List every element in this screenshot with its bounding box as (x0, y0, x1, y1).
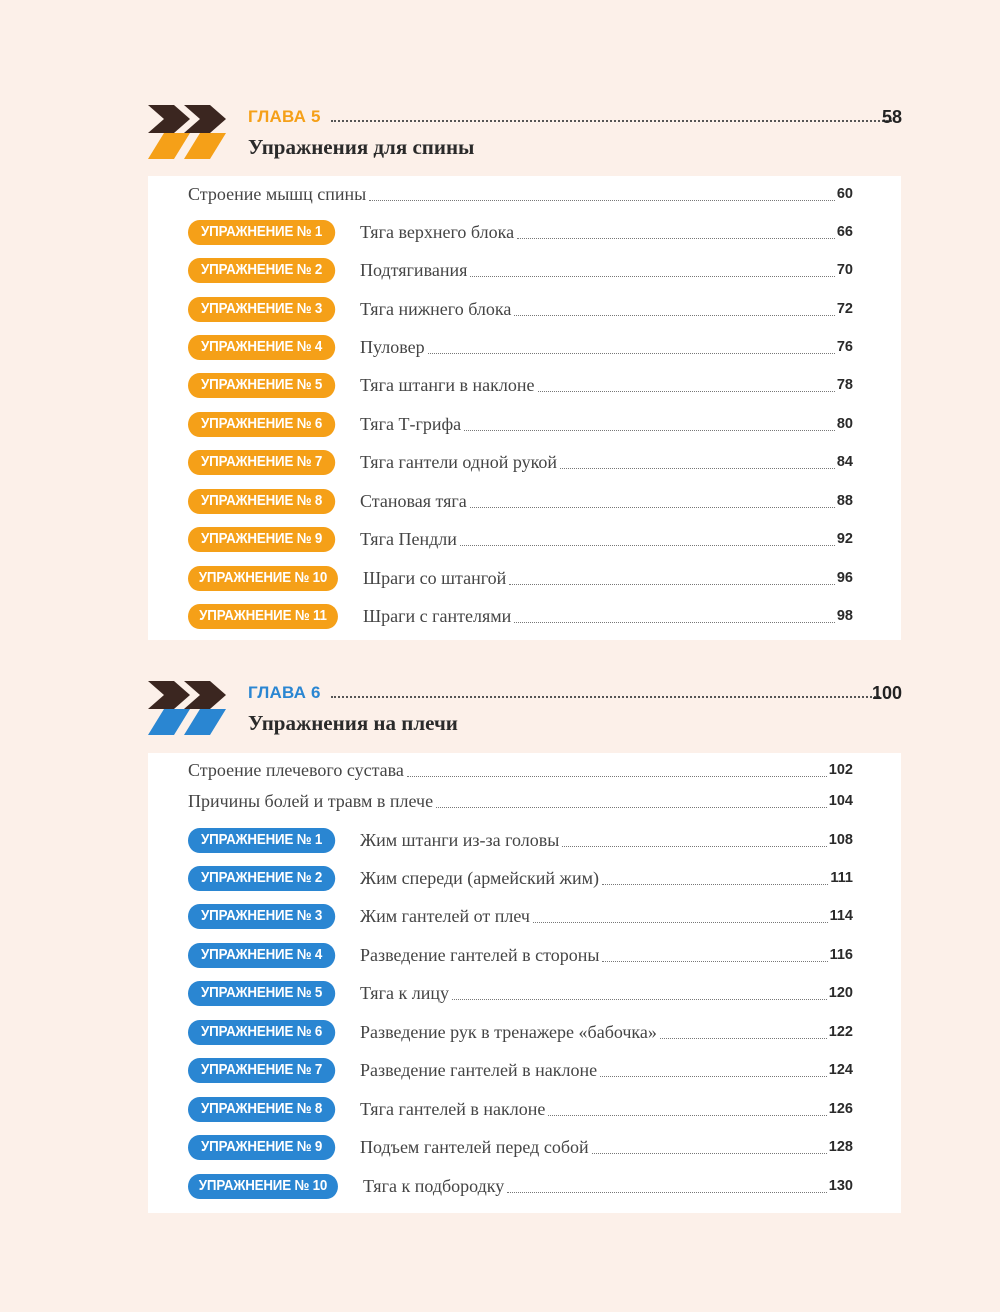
leader-dots (436, 807, 827, 808)
exercise-title: Жим спереди (армейский жим) (360, 867, 599, 888)
exercise-title: Тяга штанги в наклоне (360, 374, 535, 395)
leader-dots (602, 884, 828, 885)
exercise-entry[interactable] (188, 217, 853, 247)
leader-dots (509, 584, 835, 585)
exercise-page: 111 (830, 870, 853, 886)
exercise-title: Шраги с гантелями (363, 605, 512, 626)
exercise-entry[interactable] (188, 940, 853, 970)
exercise-title: Тяга к подбородку (363, 1175, 505, 1196)
exercise-badge: УПРАЖНЕНИЕ № 8 (188, 1097, 335, 1122)
leader-dots (548, 1115, 826, 1116)
leader-dots (600, 1076, 827, 1077)
chevron-arrows-icon (148, 681, 228, 737)
exercise-badge: УПРАЖНЕНИЕ № 10 (188, 566, 338, 591)
exercise-title: Подъем гантелей перед собой (360, 1136, 589, 1157)
exercise-entry[interactable] (188, 409, 853, 439)
leader-dots (331, 120, 892, 122)
exercise-page: 108 (828, 832, 853, 848)
leader-dots (507, 1192, 827, 1193)
leader-dots (560, 468, 835, 469)
toc-entry-text: Строение плечевого сустава (188, 759, 404, 780)
exercise-page: 96 (836, 570, 853, 586)
exercise-page: 120 (828, 985, 853, 1001)
exercise-badge: УПРАЖНЕНИЕ № 7 (188, 450, 335, 475)
exercise-title: Тяга верхнего блока (360, 221, 515, 242)
chapter-5-toc-box (148, 176, 901, 640)
chapter-5-label: ГЛАВА 5 (248, 107, 321, 126)
leader-dots (660, 1038, 827, 1039)
toc-entry-page: 102 (828, 762, 853, 778)
exercise-page: 92 (836, 531, 853, 547)
exercise-page: 126 (828, 1101, 853, 1117)
leader-dots (533, 922, 828, 923)
exercise-page: 98 (836, 608, 853, 624)
exercise-badge: УПРАЖНЕНИЕ № 7 (188, 1058, 335, 1083)
leader-dots (460, 545, 835, 546)
leader-dots (369, 200, 835, 201)
leader-dots (470, 507, 835, 508)
leader-dots (562, 846, 826, 847)
exercise-page: 88 (836, 493, 853, 509)
exercise-badge: УПРАЖНЕНИЕ № 4 (188, 335, 335, 360)
leader-dots (331, 696, 880, 698)
exercise-page: 66 (836, 224, 853, 240)
exercise-page: 72 (836, 301, 853, 317)
exercise-badge: УПРАЖНЕНИЕ № 3 (188, 904, 335, 929)
leader-dots (428, 353, 835, 354)
toc-entry[interactable] (188, 755, 853, 785)
leader-dots (538, 391, 835, 392)
exercise-entry[interactable] (188, 563, 853, 593)
chapter-5-heading[interactable] (248, 105, 900, 129)
exercise-page: 116 (829, 947, 853, 963)
exercise-entry[interactable] (188, 524, 853, 554)
exercise-entry[interactable] (188, 447, 853, 477)
leader-dots (407, 776, 827, 777)
exercise-badge: УПРАЖНЕНИЕ № 1 (188, 828, 335, 853)
exercise-title: Разведение рук в тренажере «бабочка» (360, 1021, 657, 1042)
exercise-badge: УПРАЖНЕНИЕ № 1 (188, 220, 335, 245)
exercise-page: 122 (828, 1024, 853, 1040)
exercise-page: 76 (836, 339, 853, 355)
exercise-page: 80 (836, 416, 853, 432)
exercise-title: Жим гантелей от плеч (360, 905, 530, 926)
leader-dots (464, 430, 835, 431)
exercise-badge: УПРАЖНЕНИЕ № 2 (188, 866, 335, 891)
exercise-title: Шраги со штангой (363, 567, 507, 588)
exercise-title: Разведение гантелей в наклоне (360, 1059, 598, 1080)
exercise-badge: УПРАЖНЕНИЕ № 10 (188, 1174, 338, 1199)
exercise-page: 114 (829, 908, 853, 924)
toc-entry-page: 104 (828, 793, 853, 809)
exercise-badge: УПРАЖНЕНИЕ № 2 (188, 258, 335, 283)
chapter-5-page: 58 (881, 107, 902, 127)
toc-entry[interactable] (188, 179, 853, 209)
exercise-entry[interactable] (188, 370, 853, 400)
exercise-badge: УПРАЖНЕНИЕ № 3 (188, 297, 335, 322)
exercise-entry[interactable] (188, 486, 853, 516)
exercise-title: Тяга Пендли (360, 528, 457, 549)
toc-entry-page: 60 (836, 186, 853, 202)
exercise-title: Тяга нижнего блока (360, 298, 512, 319)
chapter-6-page: 100 (871, 683, 902, 703)
exercise-entry[interactable] (188, 1132, 853, 1162)
exercise-title: Подтягивания (360, 259, 468, 280)
exercise-title: Разведение гантелей в стороны (360, 944, 600, 965)
exercise-entry[interactable] (188, 825, 853, 855)
exercise-entry[interactable] (188, 1094, 853, 1124)
toc-entry-text: Строение мышц спины (188, 183, 367, 204)
chapter-5-title: Упражнения для спины (248, 135, 475, 159)
leader-dots (602, 961, 827, 962)
exercise-page: 78 (836, 377, 853, 393)
exercise-page: 70 (836, 262, 853, 278)
chapter-6-toc-box (148, 753, 901, 1213)
exercise-badge: УПРАЖНЕНИЕ № 4 (188, 943, 335, 968)
exercise-entry[interactable] (188, 294, 853, 324)
toc-entry-text: Причины болей и травм в плече (188, 790, 434, 811)
leader-dots (517, 238, 835, 239)
exercise-page: 84 (836, 454, 853, 470)
chapter-6-label: ГЛАВА 6 (248, 683, 321, 702)
leader-dots (452, 999, 827, 1000)
leader-dots (514, 622, 835, 623)
exercise-entry[interactable] (188, 978, 853, 1008)
exercise-badge: УПРАЖНЕНИЕ № 9 (188, 1135, 335, 1160)
exercise-badge: УПРАЖНЕНИЕ № 11 (188, 604, 338, 629)
chapter-6-title: Упражнения на плечи (248, 711, 458, 735)
exercise-entry[interactable] (188, 601, 853, 631)
exercise-page: 130 (828, 1178, 853, 1194)
exercise-title: Тяга гантели одной рукой (360, 451, 558, 472)
exercise-entry[interactable] (188, 863, 853, 893)
exercise-badge: УПРАЖНЕНИЕ № 5 (188, 981, 335, 1006)
exercise-page: 128 (828, 1139, 853, 1155)
exercise-title: Тяга Т-грифа (360, 413, 462, 434)
leader-dots (514, 315, 834, 316)
exercise-entry[interactable] (188, 332, 853, 362)
exercise-badge: УПРАЖНЕНИЕ № 8 (188, 489, 335, 514)
exercise-page: 124 (828, 1062, 853, 1078)
exercise-entry[interactable] (188, 255, 853, 285)
exercise-entry[interactable] (188, 1171, 853, 1201)
leader-dots (470, 276, 835, 277)
exercise-title: Тяга гантелей в наклоне (360, 1098, 546, 1119)
exercise-entry[interactable] (188, 901, 853, 931)
exercise-title: Жим штанги из-за головы (360, 829, 560, 850)
exercise-badge: УПРАЖНЕНИЕ № 9 (188, 527, 335, 552)
exercise-entry[interactable] (188, 1017, 853, 1047)
chevron-arrows-icon (148, 105, 228, 161)
toc-entry[interactable] (188, 786, 853, 816)
exercise-badge: УПРАЖНЕНИЕ № 6 (188, 412, 335, 437)
exercise-badge: УПРАЖНЕНИЕ № 5 (188, 373, 335, 398)
leader-dots (592, 1153, 827, 1154)
chapter-6-heading[interactable] (248, 681, 888, 705)
exercise-entry[interactable] (188, 1055, 853, 1085)
exercise-title: Становая тяга (360, 490, 467, 511)
exercise-title: Пуловер (360, 336, 425, 357)
exercise-badge: УПРАЖНЕНИЕ № 6 (188, 1020, 335, 1045)
exercise-title: Тяга к лицу (360, 982, 449, 1003)
